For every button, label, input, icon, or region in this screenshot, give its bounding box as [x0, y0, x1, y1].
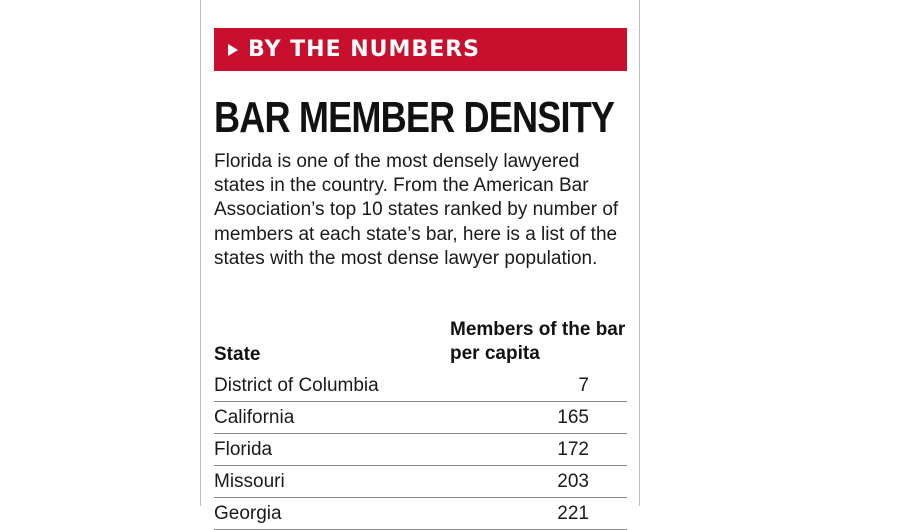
data-table	[214, 310, 627, 530]
column-header-state: State	[214, 344, 261, 365]
intro-paragraph: Florida is one of the most densely lawyered states in the country. From the American Bar Association’s top 10 states ranked by number of members at each state’s bar, here is a list of the states with the most dense lawyer population.	[214, 151, 619, 269]
row-state: Florida	[214, 439, 273, 460]
row-value: 165	[557, 407, 589, 428]
table-row	[214, 466, 627, 498]
row-value: 7	[578, 375, 589, 396]
row-state: Georgia	[214, 503, 282, 524]
row-state: California	[214, 407, 295, 428]
table-header	[214, 310, 627, 366]
section-banner	[214, 28, 627, 71]
triangle-right-icon	[228, 44, 238, 56]
row-value: 172	[557, 439, 589, 460]
row-state: District of Columbia	[214, 375, 379, 396]
headline: BAR MEMBER DENSITY	[214, 93, 615, 142]
table-row	[214, 434, 627, 466]
banner-label: BY THE NUMBERS	[248, 37, 481, 62]
table-body	[214, 370, 627, 530]
sidebar-panel	[200, 0, 640, 524]
table-row	[214, 402, 627, 434]
row-value: 203	[557, 471, 589, 492]
row-state: Missouri	[214, 471, 285, 492]
table-row	[214, 370, 627, 402]
table-row	[214, 498, 627, 530]
row-value: 221	[557, 503, 589, 524]
column-header-members: Members of the bar per capita	[450, 319, 626, 364]
